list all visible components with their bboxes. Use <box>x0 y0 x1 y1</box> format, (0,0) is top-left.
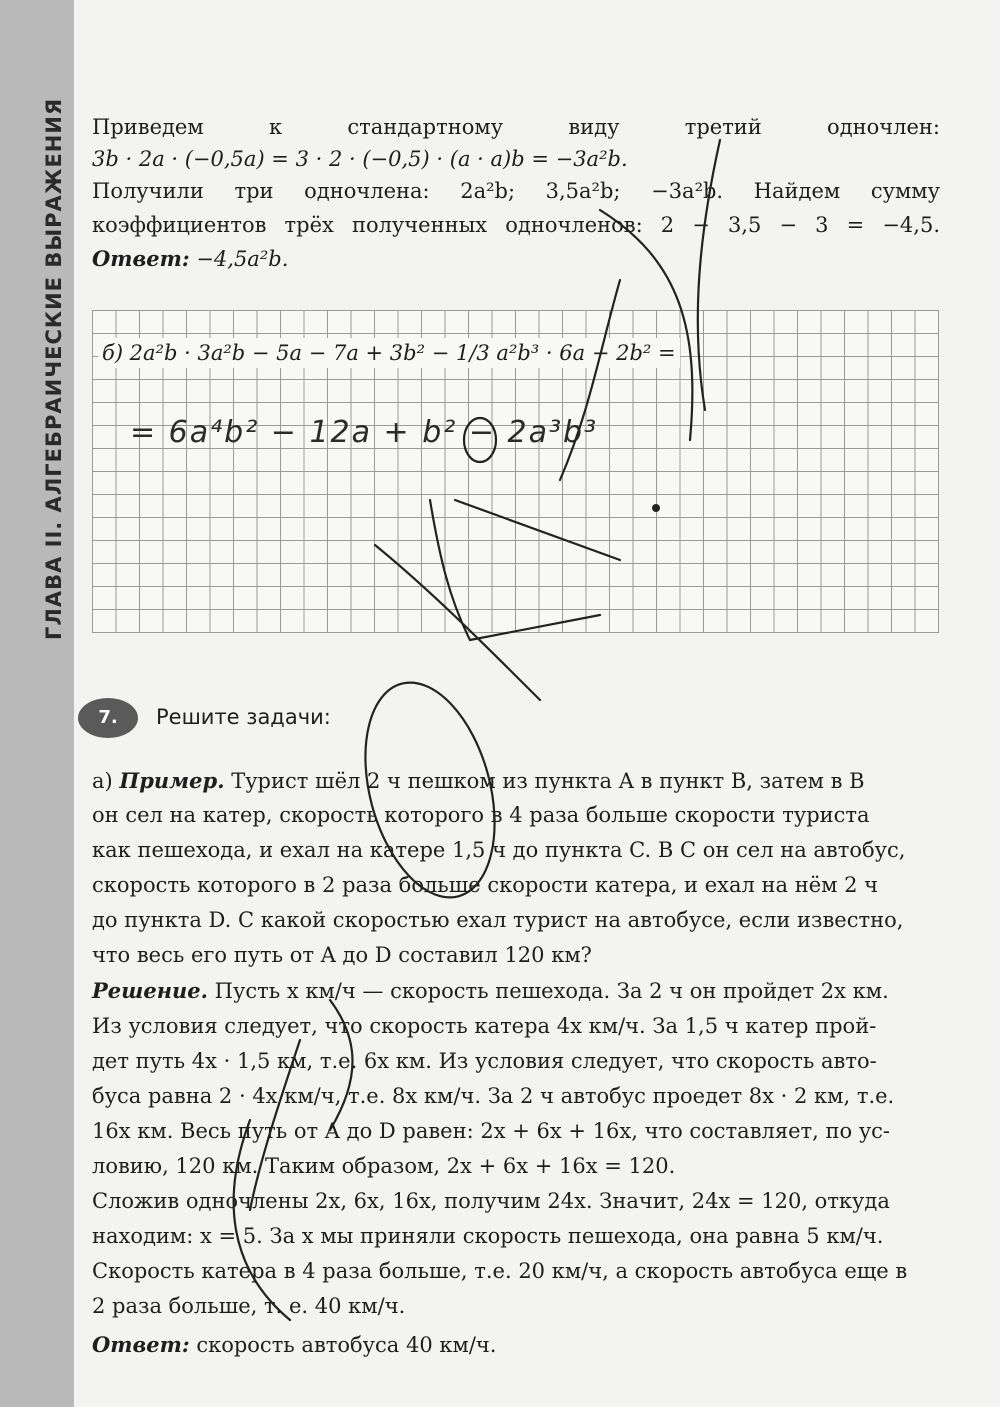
solution-text-1: Пусть x км/ч — скорость пешехода. За 2 ч он пройдет 2x км. <box>207 979 889 1003</box>
pen-stroke <box>234 1120 290 1320</box>
pen-stroke <box>344 668 517 912</box>
solution-label: Решение. <box>92 978 208 1003</box>
solution-line-4: буса равна 2 · 4x км/ч, т.е. 8x км/ч. За 2 ч автобус проедет 8x · 2 км, т.е. <box>92 1084 895 1108</box>
answer-value-bottom: скорость автобуса 40 км/ч. <box>189 1333 497 1357</box>
solution-line-10: 2 раза больше, т. е. 40 км/ч. <box>92 1294 406 1318</box>
chapter-title: ГЛАВА II. АЛГЕБРАИЧЕСКИЕ ВЫРАЖЕНИЯ <box>42 97 66 640</box>
problem-label: а) <box>92 769 120 793</box>
text-line-4: коэффициентов трёх полученных одночленов: 2 − 3,5 − 3 = −4,5. <box>92 213 940 237</box>
solution-line-5: 16x км. Весь путь от A до D равен: 2x + 6x + 16x, что составляет, по ус- <box>92 1119 891 1143</box>
handwritten-answer: = 6a⁴b² − 12a + b² − 2a³b³ <box>130 415 599 450</box>
solution-line-8: находим: x = 5. За x мы приняли скорость пешехода, она равна 5 км/ч. <box>92 1224 884 1248</box>
pen-stroke <box>470 615 600 640</box>
pen-dot <box>652 504 660 512</box>
text-line-3: Получили три одночлена: 2a²b; 3,5a²b; −3a²b. Найдем сумму <box>92 179 940 203</box>
pen-stroke <box>464 418 496 462</box>
problem-line-4: скорость которого в 2 раза больше скорости катера, и ехал на нём 2 ч <box>92 873 879 897</box>
task-title: Решите задачи: <box>156 705 331 729</box>
task-number-badge: 7. <box>78 698 138 738</box>
solution-line-6: ловию, 120 км. Таким образом, 2x + 6x + 16x = 120. <box>92 1154 676 1178</box>
pen-stroke <box>455 500 620 560</box>
pen-stroke <box>560 280 620 480</box>
pen-stroke <box>600 210 692 440</box>
pen-stroke <box>250 1040 300 1210</box>
problem-line-6: что весь его путь от A до D составил 120 км? <box>92 943 592 967</box>
exercise-b-expression: б) 2a²b · 3a²b − 5a − 7a + 3b² − 1/3 a²b³ · 6a − 2b² = <box>98 338 680 368</box>
problem-line-2: он сел на катер, скорость которого в 4 раза больше скорости туриста <box>92 803 870 827</box>
answer-label: Ответ: <box>92 246 190 271</box>
example-label: Пример. <box>119 768 225 793</box>
solution-line-3: дет путь 4x · 1,5 км, т.е. 6x км. Из условия следует, что скорость авто- <box>92 1049 877 1073</box>
solution-line-9: Скорость катера в 4 раза больше, т.е. 20 км/ч, а скорость автобуса еще в <box>92 1259 908 1283</box>
solution-line-2: Из условия следует, что скорость катера 4x км/ч. За 1,5 ч катер прой- <box>92 1014 877 1038</box>
text-line-1: Приведем к стандартному виду третий одночлен: <box>92 115 940 139</box>
problem-text-1: Турист шёл 2 ч пешком из пункта A в пункт B, затем в B <box>224 769 865 793</box>
pen-stroke <box>330 1000 353 1130</box>
problem-line-3: как пешехода, и ехал на катере 1,5 ч до пункта C. В C он сел на автобус, <box>92 838 906 862</box>
problem-line-5: до пункта D. С какой скоростью ехал турист на автобусе, если известно, <box>92 908 904 932</box>
answer-label-bottom: Ответ: <box>92 1332 190 1357</box>
pen-stroke <box>430 500 470 640</box>
answer-value: −4,5a²b. <box>189 247 289 271</box>
pen-stroke <box>698 140 720 410</box>
formula-line: 3b · 2a · (−0,5a) = 3 · 2 · (−0,5) · (a · a)b = −3a²b. <box>92 147 628 171</box>
solution-line-7: Сложив одночлены 2x, 6x, 16x, получим 24x. Значит, 24x = 120, откуда <box>92 1189 890 1213</box>
pen-stroke <box>375 545 540 700</box>
